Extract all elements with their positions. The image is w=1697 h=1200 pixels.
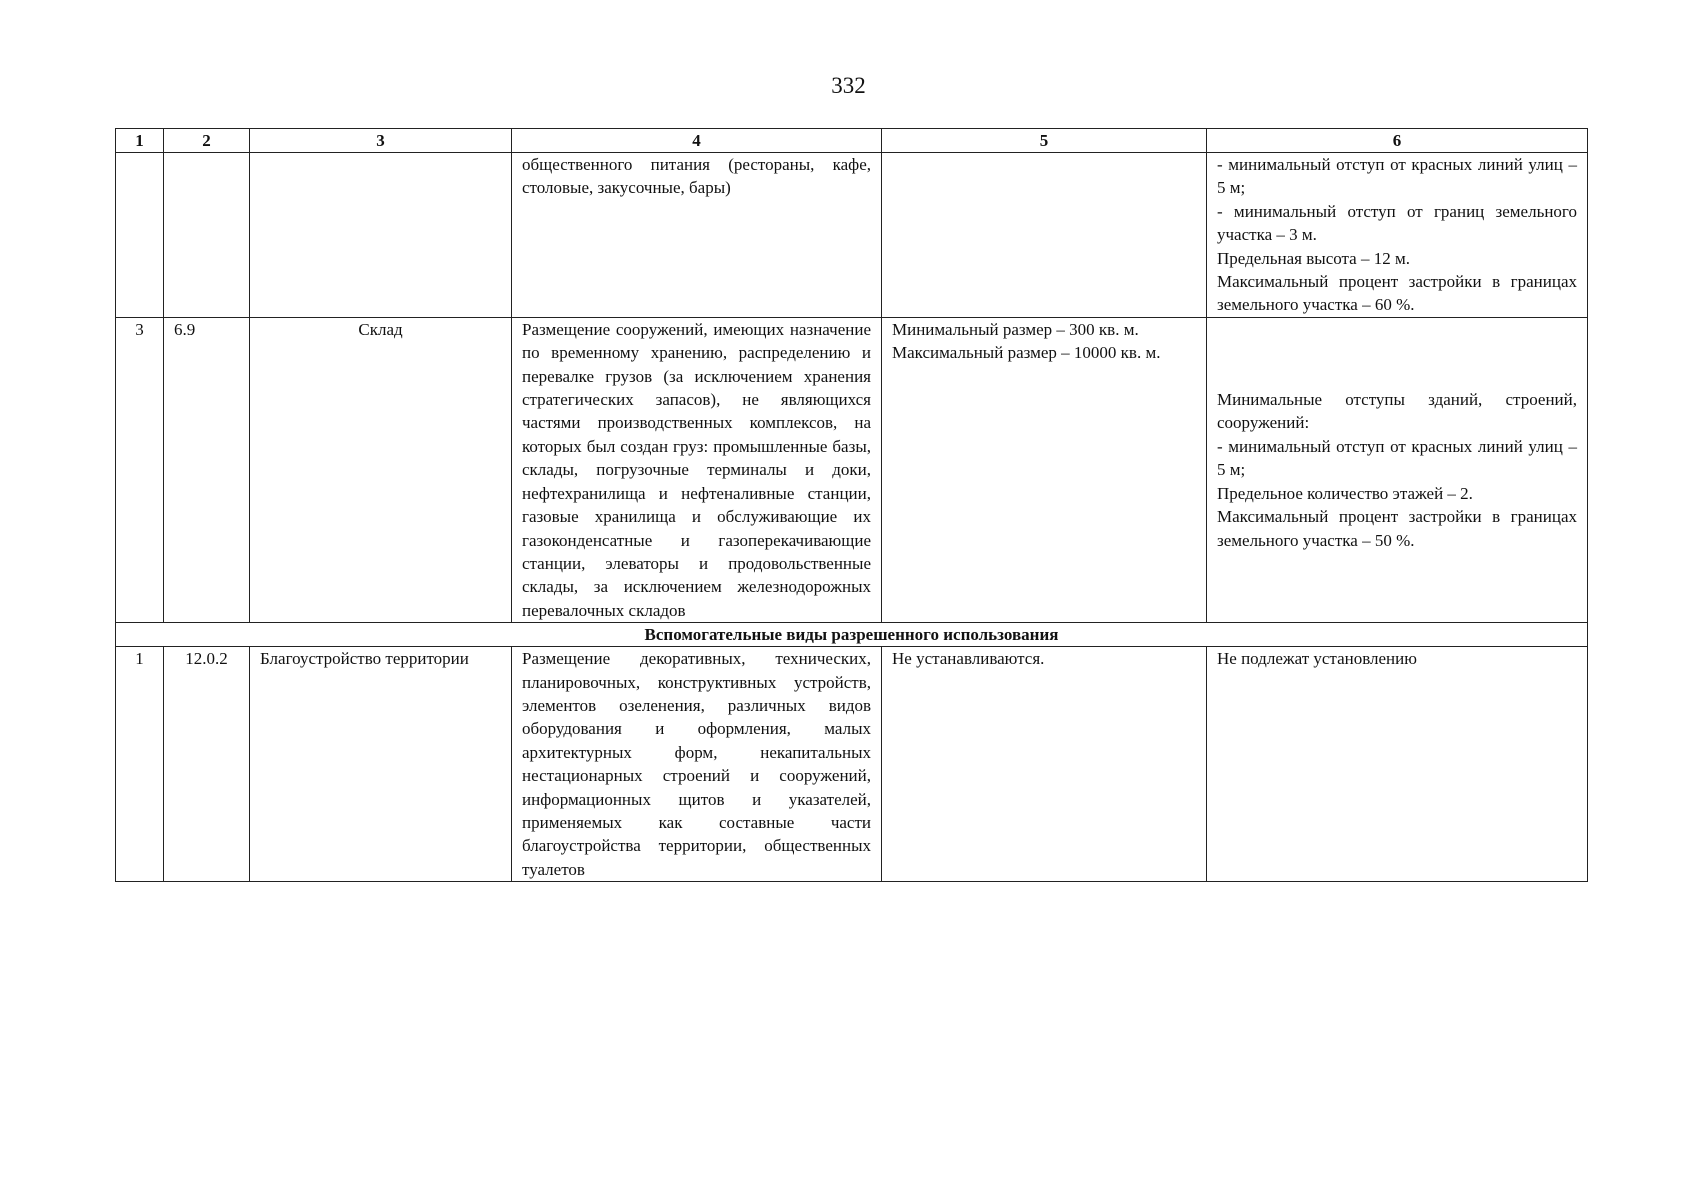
cell-plot-size bbox=[882, 153, 1207, 318]
cell-parameters bbox=[1207, 153, 1588, 318]
parameter-line: Максимальный процент застройки в границах земельного участка – 50 %. bbox=[1217, 507, 1577, 550]
parameter-line: Максимальный процент застройки в границах земельного участка – 60 %. bbox=[1217, 272, 1577, 315]
cell-plot-size bbox=[882, 317, 1207, 622]
cell-use-name: Склад bbox=[250, 317, 512, 622]
cell-use-name bbox=[250, 153, 512, 318]
parameter-line: Предельная высота – 12 м. bbox=[1217, 248, 1410, 268]
parameter-line: Минимальные отступы зданий, строений, сооружений: bbox=[1217, 390, 1577, 433]
plot-size-line: Максимальный размер – 10000 кв. м. bbox=[892, 343, 1161, 363]
section-title: Вспомогательные виды разрешенного использования bbox=[116, 623, 1588, 647]
parameter-line: - минимальный отступ от границ земельного участка – 3 м. bbox=[1217, 201, 1577, 245]
cell-number: 1 bbox=[116, 647, 164, 882]
table-row bbox=[116, 647, 1588, 882]
header-col-3: 3 bbox=[250, 129, 512, 153]
header-col-5: 5 bbox=[882, 129, 1207, 153]
cell-code: 6.9 bbox=[164, 317, 250, 622]
cell-plot-size: Не устанавливаются. bbox=[882, 647, 1207, 882]
cell-description: Размещение сооружений, имеющих назначение по временному хранению, распределению и перевалке грузов (за исключением хранения стратегических запасов), не являющихся частями производственных комплексов, на которых был создан груз: промышленные базы, склады, погрузочные терминалы и доки, нефтехранилища и нефтеналивные станции, газовые хранилища и обслуживающие их газоконденсатные и газоперекачивающие станции, элеваторы и продовольственные склады, за исключением железнодорожных перевалочных складов bbox=[512, 317, 882, 622]
section-header-row bbox=[116, 623, 1588, 647]
cell-use-name: Благоустройство территории bbox=[250, 647, 512, 882]
cell-parameters: Не подлежат установлению bbox=[1207, 647, 1588, 882]
table-row bbox=[116, 153, 1588, 318]
parameter-line: Предельное количество этажей – 2. bbox=[1217, 483, 1473, 503]
cell-parameters bbox=[1207, 317, 1588, 622]
table-row bbox=[116, 317, 1588, 622]
parameter-line: - минимальный отступ от красных линий улиц – 5 м; bbox=[1217, 436, 1577, 480]
parameter-line: - минимальный отступ от красных линий улиц – 5 м; bbox=[1217, 155, 1577, 198]
header-row bbox=[116, 129, 1588, 153]
cell-code bbox=[164, 153, 250, 318]
cell-description: общественного питания (рестораны, кафе, столовые, закусочные, бары) bbox=[512, 153, 882, 318]
header-col-1: 1 bbox=[116, 129, 164, 153]
header-col-4: 4 bbox=[512, 129, 882, 153]
header-col-2: 2 bbox=[164, 129, 250, 153]
cell-number bbox=[116, 153, 164, 318]
cell-code: 12.0.2 bbox=[164, 647, 250, 882]
cell-description: Размещение декоративных, технических, планировочных, конструктивных устройств, элементов озеленения, различных видов оборудования и оформления, малых архитектурных форм, некапитальных нестационарных строений и сооружений, информационных щитов и указателей, применяемых как составные части благоустройства территории, общественных туалетов bbox=[512, 647, 882, 882]
plot-size-line: Минимальный размер – 300 кв. м. bbox=[892, 319, 1139, 339]
page-number: 332 bbox=[831, 73, 866, 98]
cell-number: 3 bbox=[116, 317, 164, 622]
zoning-table bbox=[115, 128, 1588, 882]
header-col-6: 6 bbox=[1207, 129, 1588, 153]
